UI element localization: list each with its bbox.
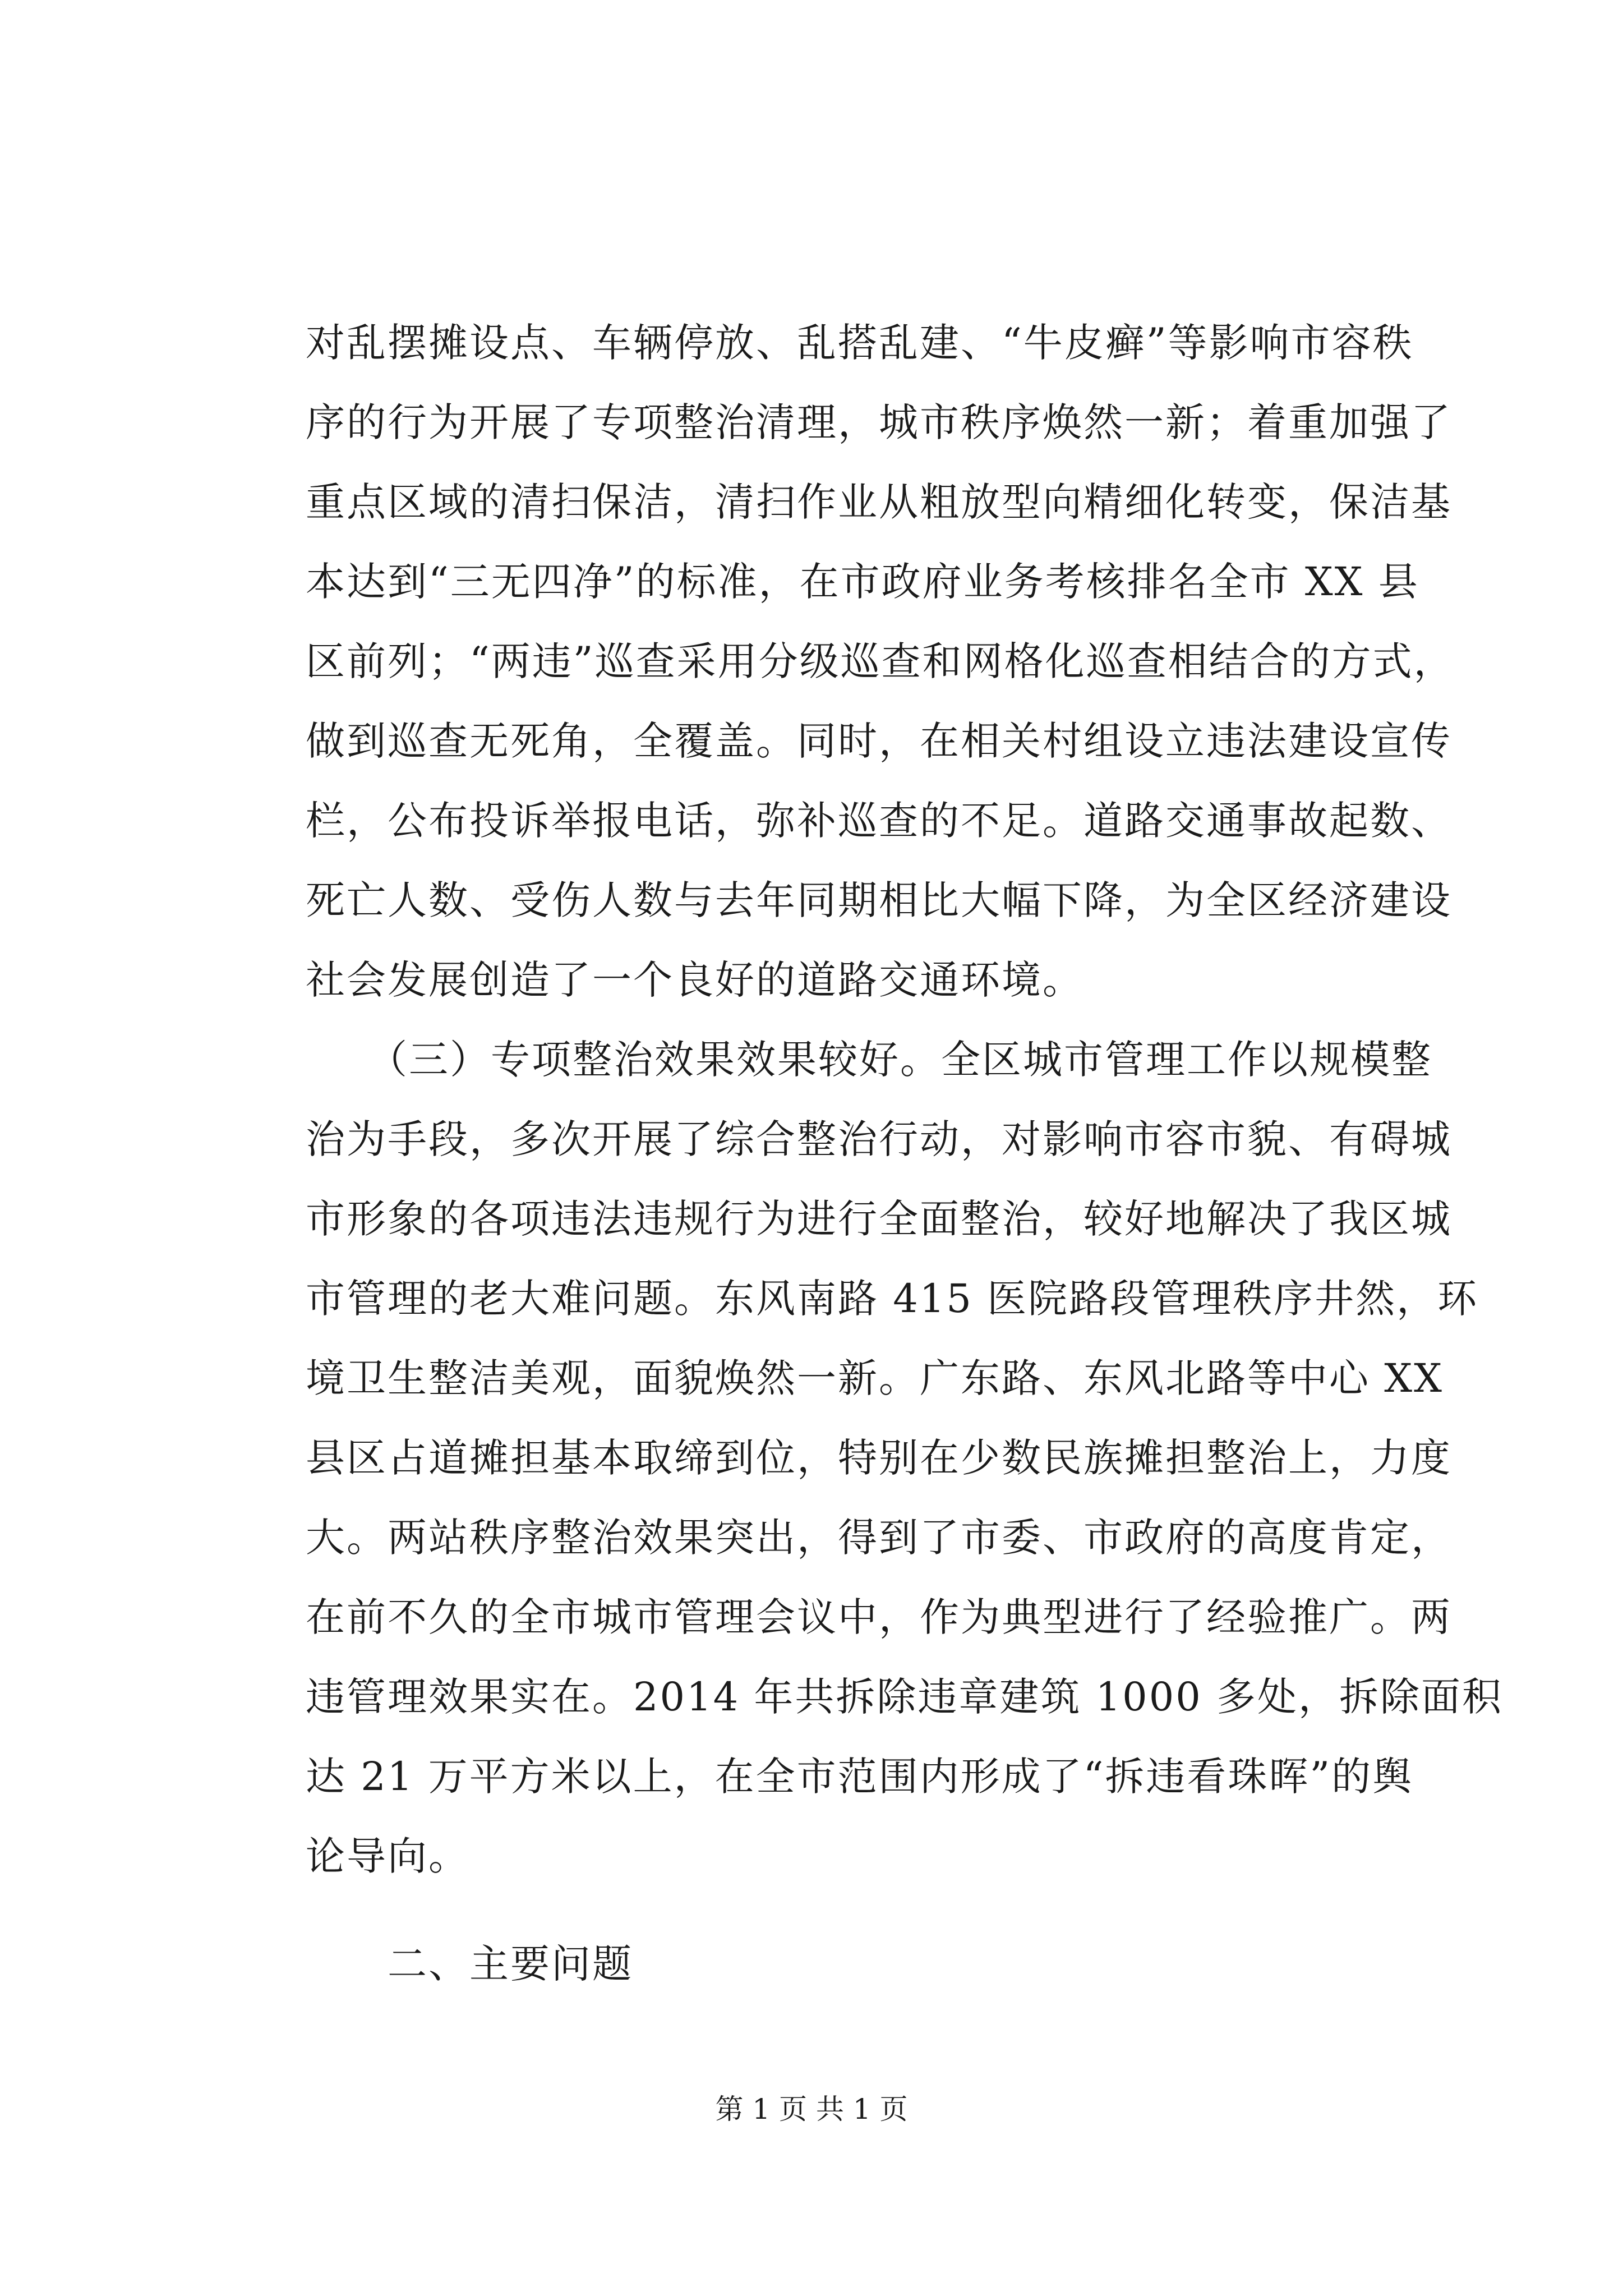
text-line: 论导向。 xyxy=(306,1833,469,1879)
text-line: （三）专项整治效果效果较好。全区城市管理工作以规模整 xyxy=(306,1037,1432,1083)
text-line: 社会发展创造了一个良好的道路交通环境。 xyxy=(306,957,1083,1003)
text-line: 栏，公布投诉举报电话，弥补巡查的不足。道路交通事故起数、 xyxy=(306,798,1452,844)
text-line: 境卫生整洁美观，面貌焕然一新。广东路、东风北路等中心 XX xyxy=(306,1355,1444,1401)
text-line: 县区占道摊担基本取缔到位，特别在少数民族摊担整治上，力度 xyxy=(306,1435,1452,1481)
text-line: 治为手段，多次开展了综合整治行动，对影响市容市貌、有碍城 xyxy=(306,1116,1452,1162)
section-heading: 二、主要问题 xyxy=(306,1941,633,1987)
text-line: 达 21 万平方米以上，在全市范围内形成了“拆违看珠晖”的舆 xyxy=(306,1754,1414,1800)
text-line: 市管理的老大难问题。东风南路 415 医院路段管理秩序井然，环 xyxy=(306,1276,1479,1322)
text-line: 做到巡查无死角，全覆盖。同时，在相关村组设立违法建设宣传 xyxy=(306,718,1452,764)
text-line: 对乱摆摊设点、车辆停放、乱搭乱建、“牛皮癣”等影响市容秩 xyxy=(306,320,1414,366)
text-line: 大。两站秩序整治效果突出，得到了市委、市政府的高度肯定， xyxy=(306,1515,1452,1561)
document-body xyxy=(306,303,1504,1896)
text-line: 死亡人数、受伤人数与去年同期相比大幅下降，为全区经济建设 xyxy=(306,877,1452,923)
text-line: 在前不久的全市城市管理会议中，作为典型进行了经验推广。两 xyxy=(306,1594,1452,1640)
text-line: 违管理效果实在。2014 年共拆除违章建筑 1000 多处，拆除面积 xyxy=(306,1674,1504,1720)
text-line: 区前列；“两违”巡查采用分级巡查和网格化巡查相结合的方式， xyxy=(306,638,1455,684)
text-line: 市形象的各项违法违规行为进行全面整治，较好地解决了我区城 xyxy=(306,1196,1452,1242)
text-line: 序的行为开展了专项整治清理，城市秩序焕然一新；着重加强了 xyxy=(306,399,1452,445)
text-line: 重点区域的清扫保洁，清扫作业从粗放型向精细化转变，保洁基 xyxy=(306,479,1452,525)
page-footer: 第 1 页 共 1 页 xyxy=(715,2093,908,2125)
text-line: 本达到“三无四净”的标准，在市政府业务考核排名全市 XX 县 xyxy=(306,559,1419,605)
